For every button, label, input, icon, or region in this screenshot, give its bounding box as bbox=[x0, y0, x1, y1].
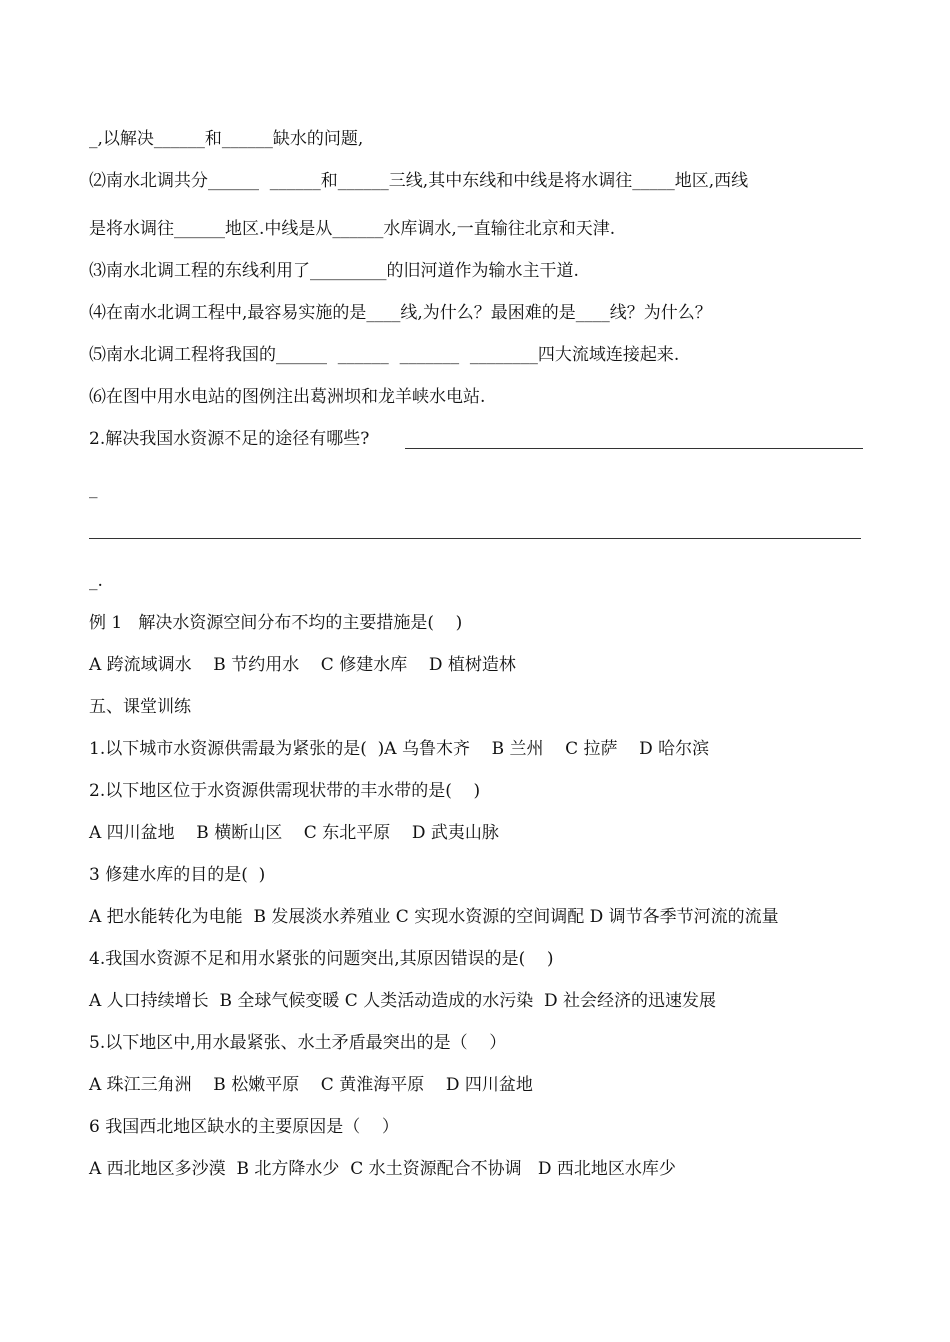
answer-line-2 bbox=[89, 538, 861, 539]
answer-line-1 bbox=[405, 448, 863, 449]
exercise-6-question: 6 我国西北地区缺水的主要原因是（ ） bbox=[89, 1117, 399, 1137]
exercise-4-options: A 人口持续增长 B 全球气候变暖 C 人类活动造成的水污染 D 社会经济的迅速发展 bbox=[89, 991, 717, 1011]
exercise-4-question: 4.我国水资源不足和用水紧张的问题突出,其原因错误的是( ) bbox=[89, 949, 554, 969]
text-line-6: ⑸南水北调工程将我国的______ ______ _______ ________四大流域连接起来. bbox=[89, 345, 680, 365]
exercise-5-options: A 珠江三角洲 B 松嫩平原 C 黄淮海平原 D 四川盆地 bbox=[89, 1075, 533, 1095]
example-1-question: 例 1 解决水资源空间分布不均的主要措施是( ) bbox=[89, 613, 463, 633]
exercise-5-question: 5.以下地区中,用水最紧张、水土矛盾最突出的是（ ） bbox=[89, 1033, 507, 1053]
exercise-3-question: 3 修建水库的目的是( ) bbox=[89, 865, 266, 885]
exercise-3-options: A 把水能转化为电能 B 发展淡水养殖业 C 实现水资源的空间调配 D 调节各季节河流的流量 bbox=[89, 907, 779, 927]
exercise-1: 1.以下城市水资源供需最为紧张的是( )A 乌鲁木齐 B 兰州 C 拉萨 D 哈尔滨 bbox=[89, 739, 710, 759]
text-line-1: _,以解决______和______缺水的问题, bbox=[89, 129, 364, 149]
question-2-text: 2.解决我国水资源不足的途径有哪些? bbox=[89, 429, 370, 449]
text-line-4: ⑶南水北调工程的东线利用了_________的旧河道作为输水主干道. bbox=[89, 261, 579, 281]
text-line-5: ⑷在南水北调工程中,最容易实施的是____线,为什么？最困难的是____线？为什么？ bbox=[89, 303, 712, 323]
section-heading: 五、课堂训练 bbox=[89, 697, 191, 717]
exercise-2-question: 2.以下地区位于水资源供需现状带的丰水带的是( ) bbox=[89, 781, 481, 801]
text-line-7: ⑹在图中用水电站的图例注出葛洲坝和龙羊峡水电站. bbox=[89, 387, 486, 407]
answer-line-end-mark: _ bbox=[89, 479, 98, 499]
answer-end-mark: _. bbox=[89, 571, 103, 591]
text-line-2: ⑵南水北调共分______ ______和______三线,其中东线和中线是将水调往_____地区,西线 bbox=[89, 171, 749, 191]
text-line-3: 是将水调往______地区.中线是从______水库调水,一直输往北京和天津. bbox=[89, 219, 616, 239]
exercise-6-options: A 西北地区多沙漠 B 北方降水少 C 水土资源配合不协调 D 西北地区水库少 bbox=[89, 1159, 676, 1179]
exercise-2-options: A 四川盆地 B 横断山区 C 东北平原 D 武夷山脉 bbox=[89, 823, 499, 843]
example-1-options: A 跨流域调水 B 节约用水 C 修建水库 D 植树造林 bbox=[89, 655, 516, 675]
